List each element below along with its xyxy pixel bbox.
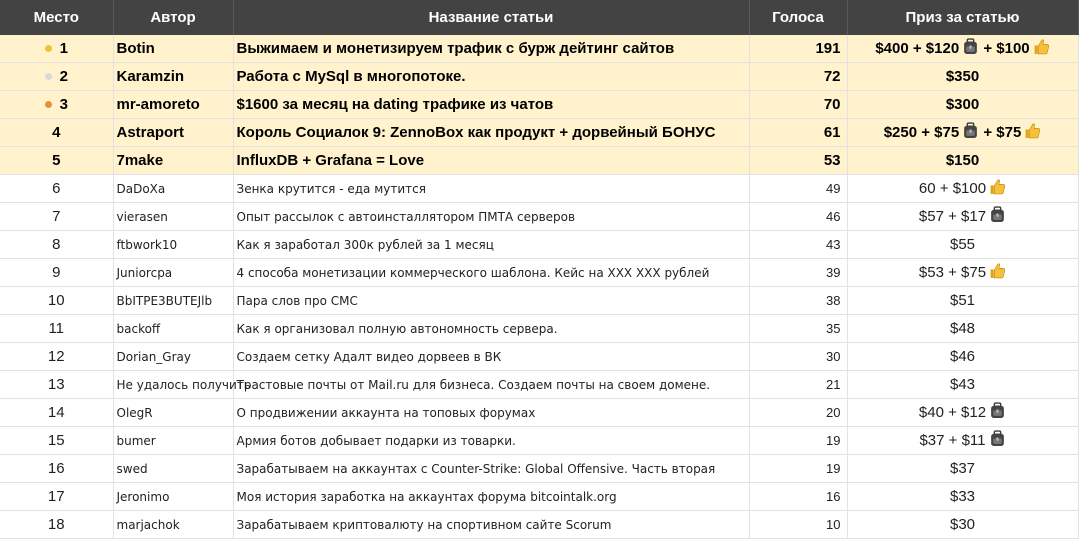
votes-cell[interactable]: 16 xyxy=(749,483,847,511)
prize-cell[interactable] xyxy=(847,455,1078,483)
title-cell[interactable]: Как я организовал полную автономность сервера. xyxy=(233,315,749,343)
prize-amount: $40 + $12 xyxy=(918,403,987,421)
title-cell[interactable]: Зенка крутится - еда мутится xyxy=(233,175,749,203)
title-cell[interactable]: $1600 за месяц на dating трафике из чатов xyxy=(233,91,749,119)
prize-amount: $43 xyxy=(949,376,976,393)
prize-cell[interactable] xyxy=(847,119,1078,147)
author-cell[interactable]: Botin xyxy=(113,35,233,63)
prize-cell[interactable] xyxy=(847,371,1078,399)
header-votes[interactable]: Голоса xyxy=(749,0,847,35)
place-cell[interactable]: 10 xyxy=(0,287,113,315)
gold-medal-icon xyxy=(45,45,52,52)
prize-amount: + $100 xyxy=(979,39,1030,57)
prize-cell[interactable] xyxy=(847,231,1078,259)
header-place[interactable]: Место xyxy=(0,0,113,35)
table-row xyxy=(0,259,1078,287)
author-cell[interactable]: OlegR xyxy=(113,399,233,427)
backpack-icon xyxy=(962,38,979,55)
prize-cell[interactable] xyxy=(847,343,1078,371)
prize-amount: $37 + $11 xyxy=(919,431,986,449)
place-number: 1 xyxy=(59,40,68,57)
prize-amount: 60 + $100 xyxy=(918,179,987,197)
author-cell[interactable]: marjachok xyxy=(113,511,233,539)
votes-cell[interactable]: 46 xyxy=(749,203,847,231)
place-cell[interactable]: 6 xyxy=(0,175,113,203)
title-cell[interactable]: Зарабатываем криптовалюту на спортивном сайте Scorum xyxy=(233,511,749,539)
title-cell[interactable]: Выжимаем и монетизируем трафик с бурж дейтинг сайтов xyxy=(233,35,749,63)
place-cell[interactable]: 16 xyxy=(0,455,113,483)
table-row xyxy=(0,287,1078,315)
votes-cell[interactable]: 72 xyxy=(749,63,847,91)
table-row xyxy=(0,63,1078,91)
table-row xyxy=(0,511,1078,539)
place-cell[interactable]: 8 xyxy=(0,231,113,259)
title-cell[interactable]: Король Социалок 9: ZennoBox как продукт + дорвейный БОНУС xyxy=(233,119,749,147)
author-cell[interactable]: BbITPE3BUTEJlb xyxy=(113,287,233,315)
header-row xyxy=(0,0,1078,35)
table-row xyxy=(0,147,1078,175)
title-cell[interactable]: Армия ботов добывает подарки из товарки. xyxy=(233,427,749,455)
prize-amount: $30 xyxy=(949,516,976,533)
votes-cell[interactable]: 191 xyxy=(749,35,847,63)
author-cell[interactable]: Astraport xyxy=(113,119,233,147)
author-cell[interactable]: Karamzin xyxy=(113,63,233,91)
place-cell[interactable]: 13 xyxy=(0,371,113,399)
votes-cell[interactable]: 43 xyxy=(749,231,847,259)
votes-cell[interactable]: 49 xyxy=(749,175,847,203)
prize-amount: $57 + $17 xyxy=(918,207,987,225)
place-cell[interactable] xyxy=(0,91,113,119)
title-cell[interactable]: О продвижении аккаунта на топовых форумах xyxy=(233,399,749,427)
bronze-medal-icon xyxy=(45,101,52,108)
silver-medal-icon xyxy=(45,73,52,80)
prize-cell[interactable] xyxy=(847,427,1078,455)
author-cell[interactable]: 7make xyxy=(113,147,233,175)
table-row xyxy=(0,35,1078,63)
votes-cell[interactable]: 30 xyxy=(749,343,847,371)
prize-cell[interactable] xyxy=(847,315,1078,343)
thumbs-up-icon xyxy=(1033,38,1050,55)
votes-cell[interactable]: 61 xyxy=(749,119,847,147)
header-prize[interactable]: Приз за статью xyxy=(847,0,1078,35)
prize-amount: $350 xyxy=(945,68,980,85)
table-row xyxy=(0,315,1078,343)
table-row xyxy=(0,427,1078,455)
prize-cell[interactable] xyxy=(847,175,1078,203)
votes-cell[interactable]: 53 xyxy=(749,147,847,175)
author-cell[interactable]: vierasen xyxy=(113,203,233,231)
table-row xyxy=(0,371,1078,399)
backpack-icon xyxy=(989,430,1006,447)
prize-cell[interactable] xyxy=(847,91,1078,119)
place-cell[interactable]: 7 xyxy=(0,203,113,231)
title-cell[interactable]: Зарабатываем на аккаунтах с Counter-Strike: Global Offensive. Часть вторая xyxy=(233,455,749,483)
prize-amount: $33 xyxy=(949,488,976,505)
author-cell[interactable]: Jeronimo xyxy=(113,483,233,511)
title-cell[interactable]: Трастовые почты от Mail.ru для бизнеса. Создаем почты на своем домене. xyxy=(233,371,749,399)
prize-amount: $400 + $120 xyxy=(875,39,960,57)
table-row xyxy=(0,231,1078,259)
prize-amount: $300 xyxy=(945,96,980,113)
prize-cell[interactable] xyxy=(847,203,1078,231)
prize-cell[interactable] xyxy=(847,147,1078,175)
votes-cell[interactable]: 10 xyxy=(749,511,847,539)
prize-cell[interactable] xyxy=(847,483,1078,511)
prize-cell[interactable] xyxy=(847,399,1078,427)
votes-cell[interactable]: 19 xyxy=(749,455,847,483)
prize-cell[interactable] xyxy=(847,511,1078,539)
author-cell[interactable]: Dorian_Gray xyxy=(113,343,233,371)
prize-cell[interactable] xyxy=(847,259,1078,287)
author-cell[interactable]: bumer xyxy=(113,427,233,455)
prize-cell[interactable] xyxy=(847,287,1078,315)
title-cell[interactable]: Создаем сетку Адалт видео дорвеев в ВК xyxy=(233,343,749,371)
place-number: 2 xyxy=(59,68,68,85)
prize-amount: $250 + $75 xyxy=(883,123,960,141)
header-author[interactable]: Автор xyxy=(113,0,233,35)
votes-cell[interactable]: 39 xyxy=(749,259,847,287)
prize-cell[interactable] xyxy=(847,35,1078,63)
table-body xyxy=(0,35,1078,539)
votes-cell[interactable]: 70 xyxy=(749,91,847,119)
table-row xyxy=(0,455,1078,483)
table-row xyxy=(0,483,1078,511)
table-row xyxy=(0,399,1078,427)
title-cell[interactable]: Работа с MySql в многопотоке. xyxy=(233,63,749,91)
place-cell[interactable] xyxy=(0,63,113,91)
place-cell[interactable]: 12 xyxy=(0,343,113,371)
prize-amount: $51 xyxy=(949,292,976,309)
title-cell[interactable]: 4 способа монетизации коммерческого шаблона. Кейс на XXX XXX рублей xyxy=(233,259,749,287)
thumbs-up-icon xyxy=(989,178,1006,195)
place-number: 3 xyxy=(59,96,68,113)
backpack-icon xyxy=(989,402,1006,419)
author-cell[interactable]: Juniorcpa xyxy=(113,259,233,287)
prize-amount: $150 xyxy=(945,152,980,169)
prize-amount: $55 xyxy=(949,236,976,253)
place-cell[interactable] xyxy=(0,35,113,63)
thumbs-up-icon xyxy=(1024,122,1041,139)
place-number: 4 xyxy=(52,124,61,141)
prize-amount: + $75 xyxy=(979,123,1022,141)
title-cell[interactable]: Пара слов про СМС xyxy=(233,287,749,315)
place-cell[interactable] xyxy=(0,119,113,147)
table-row xyxy=(0,343,1078,371)
author-cell[interactable]: swed xyxy=(113,455,233,483)
backpack-icon xyxy=(989,206,1006,223)
title-cell[interactable]: Как я заработал 300к рублей за 1 месяц xyxy=(233,231,749,259)
author-cell[interactable]: mr-amoreto xyxy=(113,91,233,119)
place-cell[interactable]: 14 xyxy=(0,399,113,427)
backpack-icon xyxy=(962,122,979,139)
author-cell[interactable]: backoff xyxy=(113,315,233,343)
place-number: 5 xyxy=(52,152,61,169)
prize-amount: $37 xyxy=(949,460,976,477)
place-cell[interactable] xyxy=(0,147,113,175)
votes-cell[interactable]: 35 xyxy=(749,315,847,343)
table-row xyxy=(0,203,1078,231)
votes-cell[interactable]: 21 xyxy=(749,371,847,399)
prize-amount: $48 xyxy=(949,320,976,337)
place-cell[interactable]: 11 xyxy=(0,315,113,343)
author-cell[interactable]: Не удалось получить xyxy=(113,371,233,399)
place-cell[interactable]: 17 xyxy=(0,483,113,511)
author-cell[interactable]: ftbwork10 xyxy=(113,231,233,259)
author-cell[interactable]: DaDoXa xyxy=(113,175,233,203)
prize-cell[interactable] xyxy=(847,63,1078,91)
title-cell[interactable]: Моя история заработка на аккаунтах форума bitcointalk.org xyxy=(233,483,749,511)
table-row xyxy=(0,91,1078,119)
thumbs-up-icon xyxy=(989,262,1006,279)
votes-cell[interactable]: 20 xyxy=(749,399,847,427)
table-row xyxy=(0,175,1078,203)
prize-amount: $53 + $75 xyxy=(918,263,987,281)
place-cell[interactable]: 15 xyxy=(0,427,113,455)
votes-cell[interactable]: 19 xyxy=(749,427,847,455)
place-cell[interactable]: 9 xyxy=(0,259,113,287)
votes-cell[interactable]: 38 xyxy=(749,287,847,315)
title-cell[interactable]: Опыт рассылок с автоинсталлятором ПМТА серверов xyxy=(233,203,749,231)
title-cell[interactable]: InfluxDB + Grafana = Love xyxy=(233,147,749,175)
prize-amount: $46 xyxy=(949,348,976,365)
place-cell[interactable]: 18 xyxy=(0,511,113,539)
table-row xyxy=(0,119,1078,147)
header-title[interactable]: Название статьи xyxy=(233,0,749,35)
